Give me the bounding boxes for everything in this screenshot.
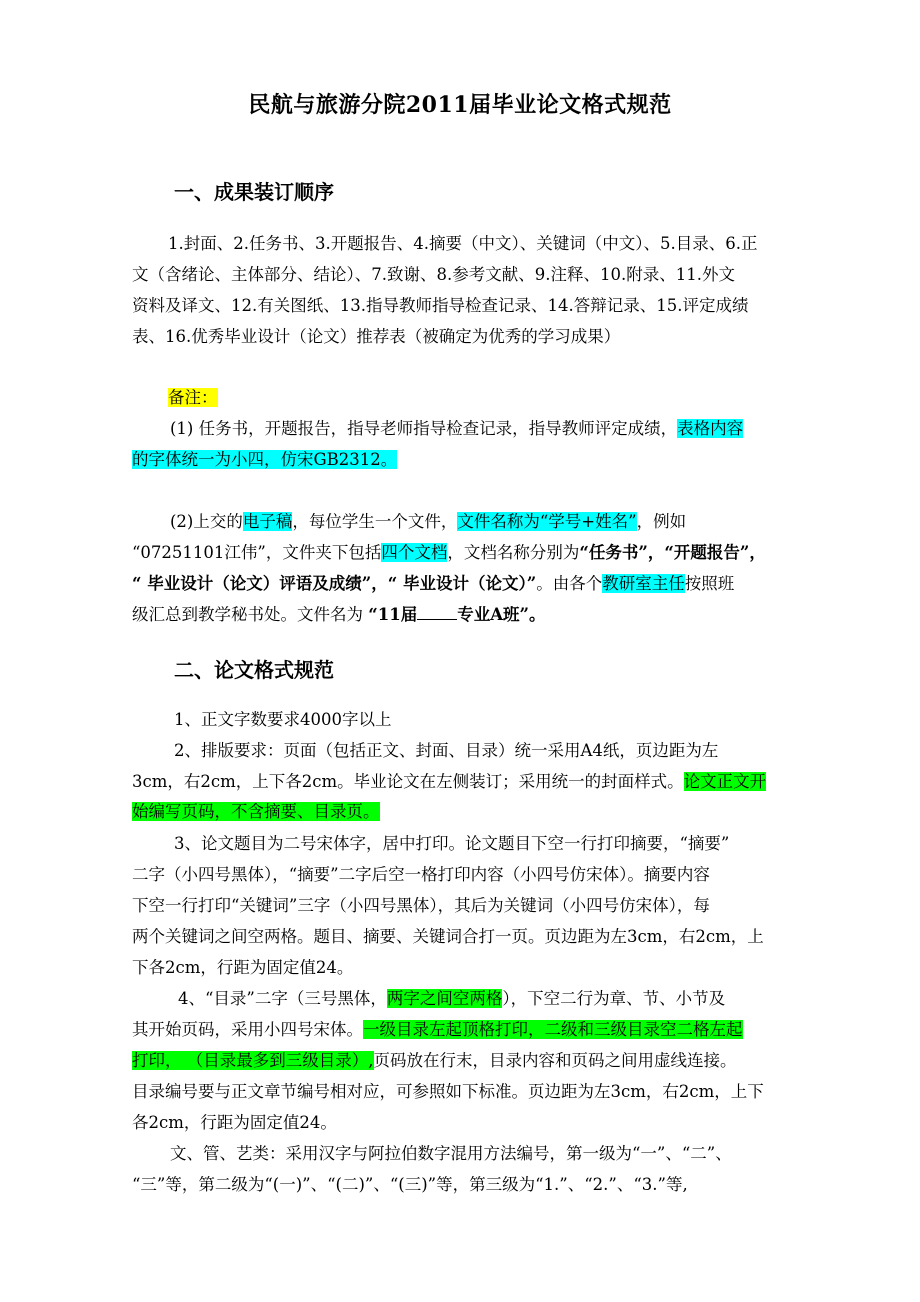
text-run: (2)上交的: [170, 512, 243, 531]
bold-text: “任务书”，“开题报告”，: [579, 543, 766, 562]
highlight-yellow: 备注：: [168, 388, 218, 407]
paragraph-line: 资料及译文、12.有关图纸、13.指导教师指导检查记录、14.答辩记录、15.评定成绩: [132, 296, 749, 315]
highlight-green: 打印， （目录最多到三级目录）,: [132, 1051, 374, 1070]
paragraph-line: 3、论文题目为二号宋体字，居中打印。论文题目下空一行打印摘要，“摘要”: [174, 834, 730, 853]
paragraph-line: [132, 1049, 737, 1073]
text-run: 其开始页码，采用小四号宋体。: [132, 1020, 363, 1039]
paragraph-line: 目录编号要与正文章节编号相对应，可参照如下标准。页边距为左3cm，右2cm，上下: [132, 1082, 764, 1101]
note-2-line-4: [132, 603, 546, 627]
paragraph-line: 二字（小四号黑体），“摘要”二字后空一格打印内容（小四号仿宋体）。摘要内容: [132, 865, 710, 884]
text-run: 页码放在行末，目录内容和页码之间用虚线连接。: [373, 1051, 737, 1070]
highlight-cyan: GB2312。: [313, 450, 398, 469]
paragraph-line: [132, 800, 380, 824]
paragraph-line: “三”等，第二级为“(一)”、“(二)”、“(三)”等，第三级为“1.”、“2.”、“3.”等,: [132, 1175, 688, 1194]
text-run: 按照班: [684, 574, 735, 593]
highlight-cyan: 四个文档: [381, 543, 448, 562]
note-1-line-1: [170, 417, 743, 441]
text-run: ，每位学生一个文件，: [292, 512, 458, 531]
highlight-green: 两字之间空两格: [386, 989, 503, 1008]
section-heading-format: 二、论文格式规范: [174, 658, 334, 682]
paragraph-line: 各2cm，行距为固定值24。: [132, 1113, 337, 1132]
paragraph-line: 文（含绪论、主体部分、结论）、7.致谢、8.参考文献、9.注释、10.附录、11.外文: [132, 265, 735, 284]
note-2-line-3: [132, 572, 734, 596]
paragraph-line: 下空一行打印“关键词”三字（小四号黑体），其后为关键词（小四号仿宋体），每: [132, 896, 710, 915]
section-heading-binding-order: 一、成果装订顺序: [174, 180, 334, 204]
paragraph-line: 2、排版要求：页面（包括正文、封面、目录）统一采用A4纸，页边距为左: [174, 741, 719, 760]
paragraph-line: 1、正文字数要求4000字以上: [174, 710, 392, 729]
highlight-cyan: 表格内容: [677, 419, 744, 438]
note-label: [168, 386, 218, 410]
highlight-cyan: 电子稿: [242, 512, 293, 531]
highlight-green: 一级目录左起顶格打印，二级和三级目录空二格左起: [363, 1020, 743, 1039]
text-run: ，例如: [636, 512, 687, 531]
bold-text: 专业A班”。: [457, 605, 546, 624]
highlight-cyan: 的字体统一为小四，仿宋: [132, 450, 314, 469]
paragraph-line: 表、16.优秀毕业设计（论文）推荐表（被确定为优秀的学习成果）: [132, 327, 621, 346]
highlight-cyan: 文件名称为“学号+姓名”: [457, 512, 637, 531]
paragraph-line: 两个关键词之间空两格。题目、摘要、关键词合打一页。页边距为左3cm，右2cm，上: [132, 927, 764, 946]
underline-blank: [417, 605, 457, 620]
text-run: 3cm，右2cm，上下各2cm。毕业论文在左侧装订；采用统一的封面样式。: [132, 772, 684, 791]
note-1-line-2: [132, 448, 397, 472]
paragraph-line: 1.封面、2.任务书、3.开题报告、4.摘要（中文）、关键词（中文）、5.目录、6.正: [168, 234, 758, 253]
bold-text: “11届: [368, 605, 418, 624]
text-run: ，文档名称分别为: [447, 543, 580, 562]
paragraph-line: 文、管、艺类：采用汉字与阿拉伯数字混用方法编号，第一级为“一”、“二”、: [170, 1144, 732, 1163]
highlight-green: 论文正文开: [683, 772, 767, 791]
bold-text: “ 毕业设计（论文）评语及成绩”，“ 毕业设计（论文）”: [132, 574, 537, 593]
text-run: “07251101江伟”，文件夹下包括: [132, 543, 382, 562]
paragraph-line: 下各2cm，行距为固定值24。: [132, 958, 354, 977]
text-run: 。由各个: [536, 574, 603, 593]
paragraph-line: [132, 770, 766, 794]
text-run: 4、“目录”二字（三号黑体，: [178, 989, 387, 1008]
paragraph-line: [132, 1018, 743, 1042]
paragraph-line: [178, 987, 725, 1011]
text-run: 级汇总到教学秘书处。文件名为: [132, 605, 369, 624]
note-2-line-2: [132, 541, 766, 565]
text-run: (1) 任务书，开题报告，指导老师指导检查记录，指导教师评定成绩，: [170, 419, 678, 438]
page-title: 民航与旅游分院2011届毕业论文格式规范: [248, 92, 672, 118]
text-run: ），下空二行为章、节、小节及: [502, 989, 726, 1008]
highlight-cyan: 教研室主任: [602, 574, 685, 593]
highlight-green: 始编写页码，不含摘要、目录页。: [132, 802, 380, 821]
note-2-line-1: [170, 510, 686, 534]
